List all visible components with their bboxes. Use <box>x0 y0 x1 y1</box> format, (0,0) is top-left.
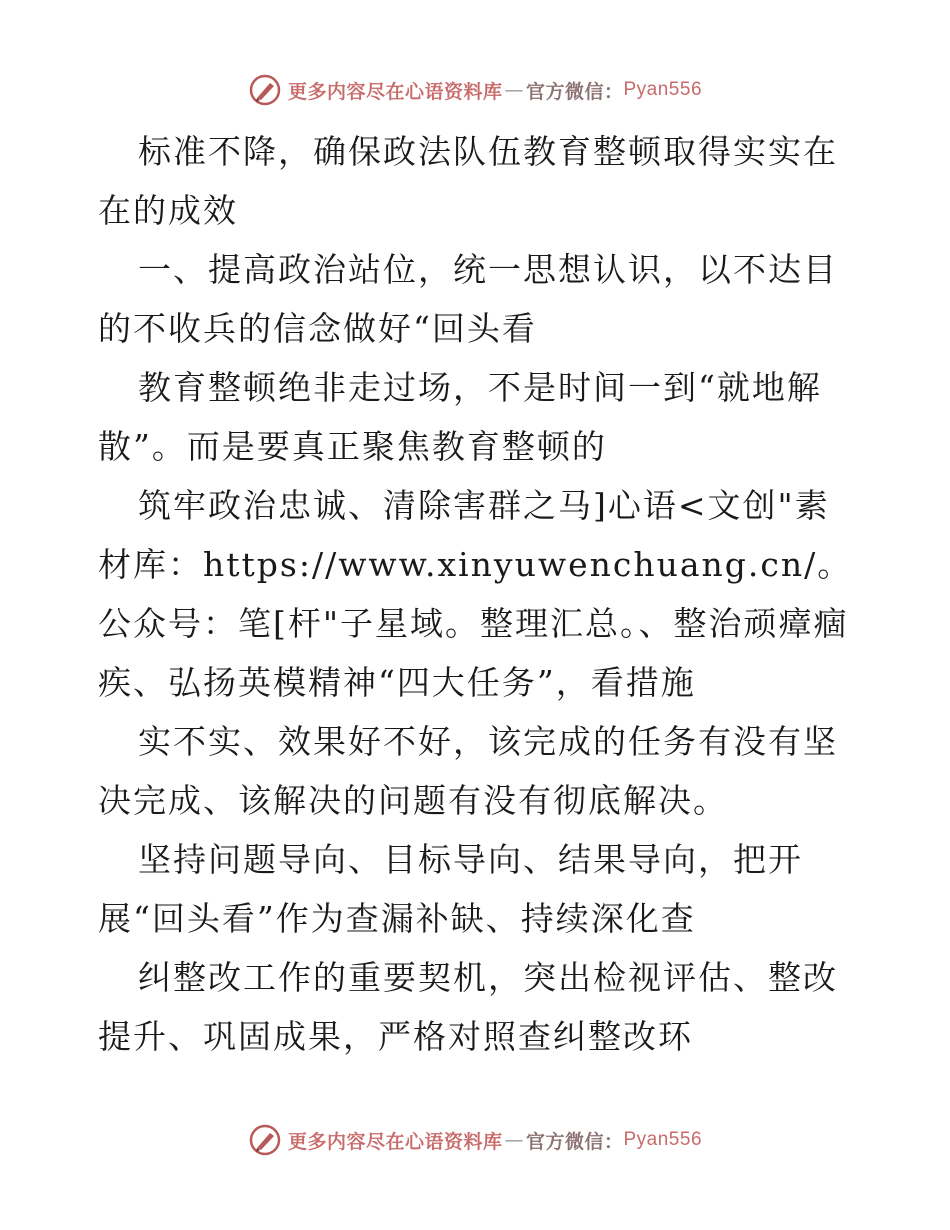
watermark-contact-label: 官方微信： <box>525 80 624 103</box>
watermark-contact-label: 官方微信： <box>525 1130 624 1153</box>
pen-logo-icon <box>248 1123 282 1157</box>
header-watermark <box>0 70 950 110</box>
document-body <box>98 122 858 1066</box>
paragraph: 实不实、效果好不好，该完成的任务有没有坚决完成、该解决的问题有没有彻底解决。 <box>98 722 838 820</box>
pen-logo-icon <box>248 73 282 107</box>
paragraph: 纠整改工作的重要契机，突出检视评估、整改提升、巩固成果，严格对照查纠整改环 <box>98 958 838 1056</box>
paragraph: 筑牢政治忠诚、清除害群之马]心语<文创"素材库：https://www.xinyuwenchuang.cn/。公众号：笔[杆"子星域。整理汇总。、整治顽瘴痼疾、弘扬英模精神“四大任务”，看措施 <box>98 486 853 702</box>
paragraph: 坚持问题导向、目标导向、结果导向，把开展“回头看”作为查漏补缺、持续深化查 <box>98 840 803 938</box>
paragraph: 教育整顿绝非走过场，不是时间一到“就地解散”。而是要真正聚焦教育整顿的 <box>98 368 822 466</box>
footer-watermark <box>0 1120 950 1160</box>
watermark-separator: — <box>504 1129 524 1151</box>
watermark-site-text: 更多内容尽在心语资料库 <box>287 80 503 103</box>
watermark-contact-id: Pyan556 <box>623 1129 703 1150</box>
watermark-contact-id: Pyan556 <box>623 79 703 100</box>
watermark-separator: — <box>504 79 524 101</box>
paragraph: 标准不降，确保政法队伍教育整顿取得实实在在的成效 <box>98 132 838 230</box>
watermark-site-text: 更多内容尽在心语资料库 <box>287 1130 503 1153</box>
paragraph: 一、提高政治站位，统一思想认识，以不达目的不收兵的信念做好“回头看 <box>98 250 838 348</box>
